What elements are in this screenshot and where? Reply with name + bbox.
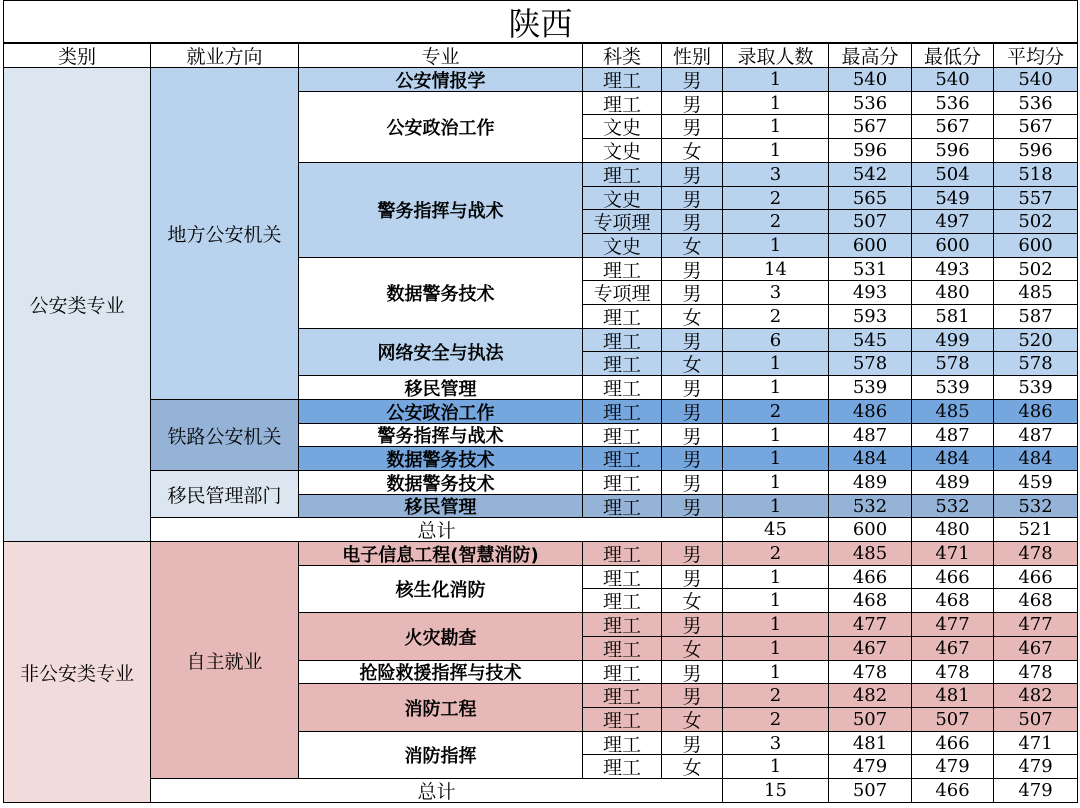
subject-cell: 文史 <box>583 115 662 139</box>
major-name-cell: 数据警务技术 <box>299 447 583 471</box>
gender-cell: 女 <box>662 234 723 258</box>
count-cell: 2 <box>723 542 829 566</box>
direction-cell: 自主就业 <box>151 542 299 779</box>
header-gender: 性别 <box>662 44 723 68</box>
gender-cell: 男 <box>662 400 723 424</box>
min-score-cell: 596 <box>912 139 994 163</box>
subject-cell: 理工 <box>583 424 662 447</box>
max-score-cell: 531 <box>829 258 912 281</box>
subject-cell: 理工 <box>583 542 662 566</box>
direction-cell: 铁路公安机关 <box>151 400 299 471</box>
avg-score-cell: 540 <box>994 68 1078 92</box>
min-score-cell: 539 <box>912 376 994 400</box>
major-name-cell: 移民管理 <box>299 495 583 518</box>
count-cell: 1 <box>723 115 829 139</box>
gender-cell: 男 <box>662 163 723 187</box>
count-cell: 2 <box>723 210 829 234</box>
major-name-cell: 移民管理 <box>299 376 583 400</box>
major-name-cell: 网络安全与执法 <box>299 329 583 376</box>
header-count: 录取人数 <box>723 44 829 68</box>
subject-cell: 理工 <box>583 495 662 518</box>
max-score-cell: 486 <box>829 400 912 424</box>
major-name-cell: 公安情报学 <box>299 68 583 92</box>
gender-cell: 男 <box>662 210 723 234</box>
min-score-cell: 480 <box>912 281 994 305</box>
gender-cell: 女 <box>662 305 723 329</box>
avg-score-cell: 459 <box>994 471 1078 495</box>
avg-score-cell: 471 <box>994 732 1078 755</box>
subject-cell: 理工 <box>583 708 662 732</box>
gender-cell: 男 <box>662 68 723 92</box>
min-score-cell: 471 <box>912 542 994 566</box>
gender-cell: 男 <box>662 566 723 589</box>
min-score-cell: 532 <box>912 495 994 518</box>
major-name-cell: 数据警务技术 <box>299 471 583 495</box>
gender-cell: 男 <box>662 92 723 115</box>
gender-cell: 男 <box>662 684 723 708</box>
max-score-cell: 545 <box>829 329 912 352</box>
max-score-cell: 485 <box>829 542 912 566</box>
avg-score-cell: 502 <box>994 210 1078 234</box>
total-count-cell: 15 <box>723 779 829 803</box>
subject-cell: 理工 <box>583 684 662 708</box>
subject-cell: 理工 <box>583 637 662 661</box>
count-cell: 1 <box>723 92 829 115</box>
max-score-cell: 600 <box>829 234 912 258</box>
count-cell: 1 <box>723 613 829 637</box>
min-score-cell: 479 <box>912 755 994 779</box>
gender-cell: 女 <box>662 589 723 613</box>
total-min-cell: 466 <box>912 779 994 803</box>
min-score-cell: 487 <box>912 424 994 447</box>
max-score-cell: 493 <box>829 281 912 305</box>
avg-score-cell: 477 <box>994 613 1078 637</box>
subject-cell: 理工 <box>583 258 662 281</box>
subject-cell: 理工 <box>583 732 662 755</box>
avg-score-cell: 507 <box>994 708 1078 732</box>
subject-cell: 专项理 <box>583 210 662 234</box>
subject-cell: 文史 <box>583 234 662 258</box>
gender-cell: 女 <box>662 637 723 661</box>
max-score-cell: 478 <box>829 661 912 684</box>
count-cell: 1 <box>723 637 829 661</box>
avg-score-cell: 484 <box>994 447 1078 471</box>
avg-score-cell: 478 <box>994 542 1078 566</box>
avg-score-cell: 520 <box>994 329 1078 352</box>
major-name-cell: 数据警务技术 <box>299 258 583 329</box>
subject-cell: 理工 <box>583 352 662 376</box>
max-score-cell: 507 <box>829 708 912 732</box>
max-score-cell: 482 <box>829 684 912 708</box>
max-score-cell: 487 <box>829 424 912 447</box>
total-max-cell: 507 <box>829 779 912 803</box>
avg-score-cell: 578 <box>994 352 1078 376</box>
count-cell: 1 <box>723 755 829 779</box>
gender-cell: 男 <box>662 115 723 139</box>
major-name-cell: 公安政治工作 <box>299 400 583 424</box>
subject-cell: 专项理 <box>583 281 662 305</box>
gender-cell: 女 <box>662 755 723 779</box>
gender-cell: 女 <box>662 139 723 163</box>
min-score-cell: 499 <box>912 329 994 352</box>
min-score-cell: 540 <box>912 68 994 92</box>
max-score-cell: 542 <box>829 163 912 187</box>
subject-cell: 文史 <box>583 139 662 163</box>
avg-score-cell: 468 <box>994 589 1078 613</box>
max-score-cell: 484 <box>829 447 912 471</box>
major-name-cell: 抢险救援指挥与技术 <box>299 661 583 684</box>
total-avg-cell: 479 <box>994 779 1078 803</box>
count-cell: 1 <box>723 234 829 258</box>
gender-cell: 女 <box>662 708 723 732</box>
max-score-cell: 507 <box>829 210 912 234</box>
min-score-cell: 477 <box>912 613 994 637</box>
avg-score-cell: 478 <box>994 661 1078 684</box>
max-score-cell: 477 <box>829 613 912 637</box>
max-score-cell: 596 <box>829 139 912 163</box>
avg-score-cell: 600 <box>994 234 1078 258</box>
avg-score-cell: 487 <box>994 424 1078 447</box>
max-score-cell: 536 <box>829 92 912 115</box>
major-name-cell: 公安政治工作 <box>299 92 583 163</box>
subject-cell: 理工 <box>583 305 662 329</box>
max-score-cell: 539 <box>829 376 912 400</box>
count-cell: 1 <box>723 376 829 400</box>
max-score-cell: 489 <box>829 471 912 495</box>
total-avg-cell: 521 <box>994 518 1078 542</box>
gender-cell: 男 <box>662 258 723 281</box>
header-direction: 就业方向 <box>151 44 299 68</box>
max-score-cell: 468 <box>829 589 912 613</box>
direction-cell: 地方公安机关 <box>151 68 299 400</box>
min-score-cell: 484 <box>912 447 994 471</box>
major-name-cell: 核生化消防 <box>299 566 583 613</box>
count-cell: 1 <box>723 352 829 376</box>
min-score-cell: 567 <box>912 115 994 139</box>
avg-score-cell: 485 <box>994 281 1078 305</box>
subject-cell: 理工 <box>583 613 662 637</box>
count-cell: 1 <box>723 589 829 613</box>
max-score-cell: 532 <box>829 495 912 518</box>
total-max-cell: 600 <box>829 518 912 542</box>
avg-score-cell: 502 <box>994 258 1078 281</box>
gender-cell: 男 <box>662 542 723 566</box>
gender-cell: 男 <box>662 471 723 495</box>
subject-cell: 理工 <box>583 661 662 684</box>
subject-cell: 理工 <box>583 329 662 352</box>
max-score-cell: 578 <box>829 352 912 376</box>
gender-cell: 男 <box>662 187 723 210</box>
avg-score-cell: 518 <box>994 163 1078 187</box>
max-score-cell: 467 <box>829 637 912 661</box>
min-score-cell: 481 <box>912 684 994 708</box>
min-score-cell: 578 <box>912 352 994 376</box>
gender-cell: 男 <box>662 495 723 518</box>
subject-cell: 理工 <box>583 68 662 92</box>
count-cell: 1 <box>723 68 829 92</box>
max-score-cell: 466 <box>829 566 912 589</box>
min-score-cell: 466 <box>912 732 994 755</box>
max-score-cell: 593 <box>829 305 912 329</box>
min-score-cell: 497 <box>912 210 994 234</box>
min-score-cell: 467 <box>912 637 994 661</box>
subject-cell: 理工 <box>583 589 662 613</box>
max-score-cell: 479 <box>829 755 912 779</box>
min-score-cell: 504 <box>912 163 994 187</box>
major-name-cell: 消防指挥 <box>299 732 583 779</box>
gender-cell: 男 <box>662 732 723 755</box>
total-min-cell: 480 <box>912 518 994 542</box>
header-avg: 平均分 <box>994 44 1078 68</box>
admission-score-table <box>3 0 1078 806</box>
count-cell: 2 <box>723 187 829 210</box>
min-score-cell: 600 <box>912 234 994 258</box>
total-label-cell: 总计 <box>151 518 723 542</box>
count-cell: 2 <box>723 684 829 708</box>
header-category: 类别 <box>3 44 151 68</box>
subject-cell: 理工 <box>583 471 662 495</box>
subject-cell: 理工 <box>583 92 662 115</box>
category-cell: 非公安类专业 <box>3 542 151 803</box>
gender-cell: 男 <box>662 613 723 637</box>
gender-cell: 男 <box>662 329 723 352</box>
direction-cell: 移民管理部门 <box>151 471 299 518</box>
gender-cell: 男 <box>662 661 723 684</box>
avg-score-cell: 596 <box>994 139 1078 163</box>
gender-cell: 男 <box>662 376 723 400</box>
avg-score-cell: 466 <box>994 566 1078 589</box>
min-score-cell: 489 <box>912 471 994 495</box>
major-name-cell: 警务指挥与战术 <box>299 424 583 447</box>
subject-cell: 理工 <box>583 755 662 779</box>
max-score-cell: 565 <box>829 187 912 210</box>
min-score-cell: 493 <box>912 258 994 281</box>
min-score-cell: 485 <box>912 400 994 424</box>
max-score-cell: 567 <box>829 115 912 139</box>
count-cell: 2 <box>723 305 829 329</box>
min-score-cell: 549 <box>912 187 994 210</box>
count-cell: 3 <box>723 281 829 305</box>
gender-cell: 男 <box>662 424 723 447</box>
min-score-cell: 468 <box>912 589 994 613</box>
header-major: 专业 <box>299 44 583 68</box>
min-score-cell: 581 <box>912 305 994 329</box>
avg-score-cell: 479 <box>994 755 1078 779</box>
header-min: 最低分 <box>912 44 994 68</box>
count-cell: 1 <box>723 139 829 163</box>
count-cell: 14 <box>723 258 829 281</box>
subject-cell: 文史 <box>583 187 662 210</box>
min-score-cell: 466 <box>912 566 994 589</box>
avg-score-cell: 467 <box>994 637 1078 661</box>
count-cell: 3 <box>723 732 829 755</box>
count-cell: 1 <box>723 661 829 684</box>
count-cell: 2 <box>723 708 829 732</box>
subject-cell: 理工 <box>583 376 662 400</box>
category-cell: 公安类专业 <box>3 68 151 542</box>
total-label-cell: 总计 <box>151 779 723 803</box>
gender-cell: 女 <box>662 352 723 376</box>
subject-cell: 理工 <box>583 163 662 187</box>
avg-score-cell: 486 <box>994 400 1078 424</box>
header-subject: 科类 <box>583 44 662 68</box>
avg-score-cell: 482 <box>994 684 1078 708</box>
gender-cell: 男 <box>662 281 723 305</box>
major-name-cell: 警务指挥与战术 <box>299 163 583 258</box>
count-cell: 1 <box>723 495 829 518</box>
avg-score-cell: 557 <box>994 187 1078 210</box>
gender-cell: 男 <box>662 447 723 471</box>
table-title: 陕西 <box>3 0 1078 44</box>
count-cell: 1 <box>723 566 829 589</box>
subject-cell: 理工 <box>583 566 662 589</box>
avg-score-cell: 536 <box>994 92 1078 115</box>
count-cell: 3 <box>723 163 829 187</box>
subject-cell: 理工 <box>583 400 662 424</box>
count-cell: 1 <box>723 471 829 495</box>
min-score-cell: 536 <box>912 92 994 115</box>
max-score-cell: 540 <box>829 68 912 92</box>
count-cell: 6 <box>723 329 829 352</box>
max-score-cell: 481 <box>829 732 912 755</box>
subject-cell: 理工 <box>583 447 662 471</box>
header-max: 最高分 <box>829 44 912 68</box>
count-cell: 1 <box>723 447 829 471</box>
total-count-cell: 45 <box>723 518 829 542</box>
avg-score-cell: 587 <box>994 305 1078 329</box>
count-cell: 2 <box>723 400 829 424</box>
avg-score-cell: 532 <box>994 495 1078 518</box>
min-score-cell: 507 <box>912 708 994 732</box>
count-cell: 1 <box>723 424 829 447</box>
min-score-cell: 478 <box>912 661 994 684</box>
major-name-cell: 火灾勘查 <box>299 613 583 661</box>
avg-score-cell: 539 <box>994 376 1078 400</box>
avg-score-cell: 567 <box>994 115 1078 139</box>
major-name-cell: 消防工程 <box>299 684 583 732</box>
major-name-cell: 电子信息工程(智慧消防) <box>299 542 583 566</box>
